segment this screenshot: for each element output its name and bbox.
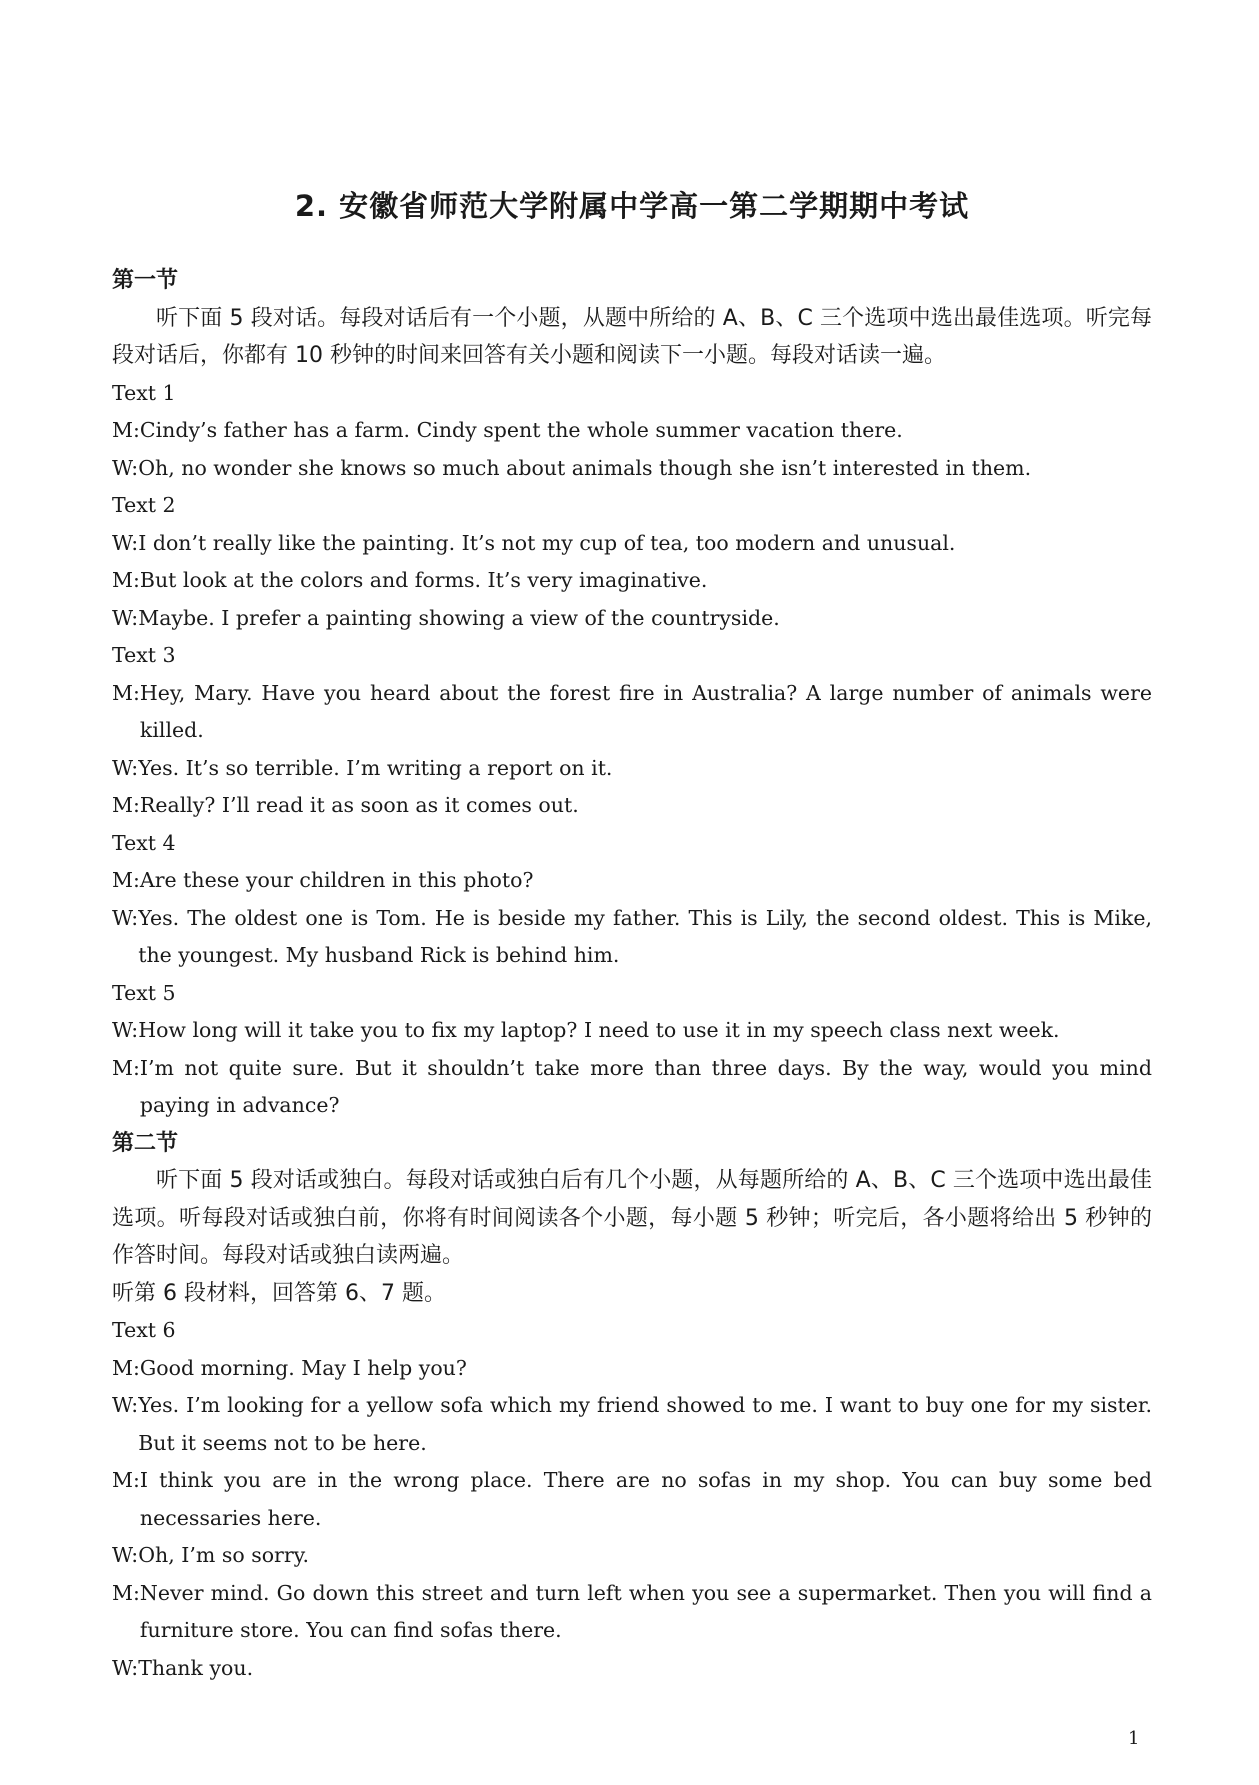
text-label: Text 4 (112, 830, 176, 855)
dialogue-line (112, 600, 1152, 638)
utterance: I’m not quite sure. But it shouldn’t take more than three days. By the way, would you mind paying in advance? (139, 1055, 1152, 1117)
text-label: Text 1 (112, 380, 176, 405)
utterance: Maybe. I prefer a painting showing a view of the countryside. (138, 605, 780, 630)
speaker-label: M: (112, 1055, 140, 1080)
dialogue-line (112, 900, 1152, 975)
speaker-label: M: (112, 568, 140, 592)
speaker-label: W: (112, 1393, 139, 1417)
utterance: How long will it take you to fix my laptop? I need to use it in my speech class next week. (138, 1018, 1060, 1042)
section-2-instructions: 听下面 5 段对话或独白。每段对话或独白后有几个小题，从每题所给的 A、B、C 三个选项中选出最佳选项。听每段对话或独白前，你将有时间阅读各个小题，每小题 5 秒钟；听完后，各小题将给出 5 秒钟的作答时间。每段对话或独白读两遍。 (112, 1168, 1152, 1268)
text-label: Text 3 (112, 643, 176, 667)
utterance: Never mind. Go down this street and turn left when you see a supermarket. Then you will find a furniture store. You can find sofas there. (139, 1580, 1152, 1642)
text-label: Text 6 (112, 1318, 176, 1342)
dialogue-line (112, 1537, 1152, 1575)
speaker-label: W: (112, 1018, 139, 1042)
page-title: 2. 安徽省师范大学附属中学高一第二学期期中考试 (294, 189, 970, 223)
speaker-label: M: (112, 868, 140, 892)
utterance: I don’t really like the painting. It’s not my cup of tea, too modern and unusual. (138, 530, 956, 555)
text-label: Text 5 (112, 980, 176, 1005)
dialogue-line (112, 750, 1152, 788)
dialogue-line (112, 562, 1152, 600)
utterance: I think you are in the wrong place. There are no sofas in my shop. You can buy some bed necessaries here. (139, 1468, 1152, 1530)
utterance: Oh, I’m so sorry. (138, 1543, 310, 1567)
utterance: Really? I’ll read it as soon as it comes out. (139, 793, 579, 817)
utterance: Good morning. May I help you? (139, 1355, 467, 1380)
dialogue-line (112, 1050, 1152, 1125)
utterance: Thank you. (138, 1655, 254, 1680)
section-1-heading: 第一节 (112, 268, 179, 293)
utterance: Yes. The oldest one is Tom. He is beside my father. This is Lily, the second oldest. This is Mike, the youngest. My husband Rick is behind him. (138, 905, 1152, 967)
speaker-label: W: (112, 905, 139, 930)
utterance: But look at the colors and forms. It’s very imaginative. (139, 568, 708, 592)
utterance: Oh, no wonder she knows so much about animals though she isn’t interested in them. (138, 455, 1032, 480)
utterance: Hey, Mary. Have you heard about the forest fire in Australia? A large number of animals were killed. (139, 680, 1152, 742)
speaker-label: M: (112, 680, 140, 705)
speaker-label: W: (112, 530, 139, 555)
text-label: Text 2 (112, 493, 176, 517)
speaker-label: W: (112, 1543, 139, 1567)
utterance: Are these your children in this photo? (139, 868, 534, 892)
dialogue-line (112, 1650, 1152, 1688)
speaker-label: W: (112, 605, 139, 630)
dialogue-line (112, 1575, 1152, 1650)
page-number: 1 (1128, 1728, 1140, 1749)
speaker-label: W: (112, 1655, 139, 1680)
speaker-label: W: (112, 755, 139, 780)
dialogue-line (112, 1350, 1152, 1388)
dialogue-line (112, 1387, 1152, 1462)
dialogue-line (112, 862, 1152, 900)
utterance: Yes. It’s so terrible. I’m writing a report on it. (138, 755, 613, 780)
speaker-label: M: (112, 1580, 140, 1605)
section-1-instructions: 听下面 5 段对话。每段对话后有一个小题，从题中所给的 A、B、C 三个选项中选出最佳选项。听完每段对话后，你都有 10 秒钟的时间来回答有关小题和阅读下一小题。每段对话读一遍。 (112, 305, 1152, 368)
dialogue-line (112, 450, 1152, 488)
speaker-label: W: (112, 455, 139, 480)
speaker-label: M: (112, 1355, 140, 1380)
utterance: Yes. I’m looking for a yellow sofa which my friend showed to me. I want to buy one for my sister. But it seems not to be here. (138, 1393, 1152, 1455)
speaker-label: M: (112, 1468, 140, 1492)
page-content (112, 262, 1152, 1687)
dialogue-line (112, 787, 1152, 825)
section-2-heading: 第二节 (112, 1130, 179, 1156)
dialogue-line (112, 1012, 1152, 1050)
utterance: Cindy’s father has a farm. Cindy spent the whole summer vacation there. (139, 418, 903, 442)
dialogue-line (112, 412, 1152, 450)
dialogue-line (112, 675, 1152, 750)
dialogue-line (112, 1462, 1152, 1537)
dialogue-line (112, 525, 1152, 563)
material-note: 听第 6 段材料，回答第 6、7 题。 (112, 1280, 446, 1306)
speaker-label: M: (112, 793, 140, 817)
speaker-label: M: (112, 418, 140, 442)
